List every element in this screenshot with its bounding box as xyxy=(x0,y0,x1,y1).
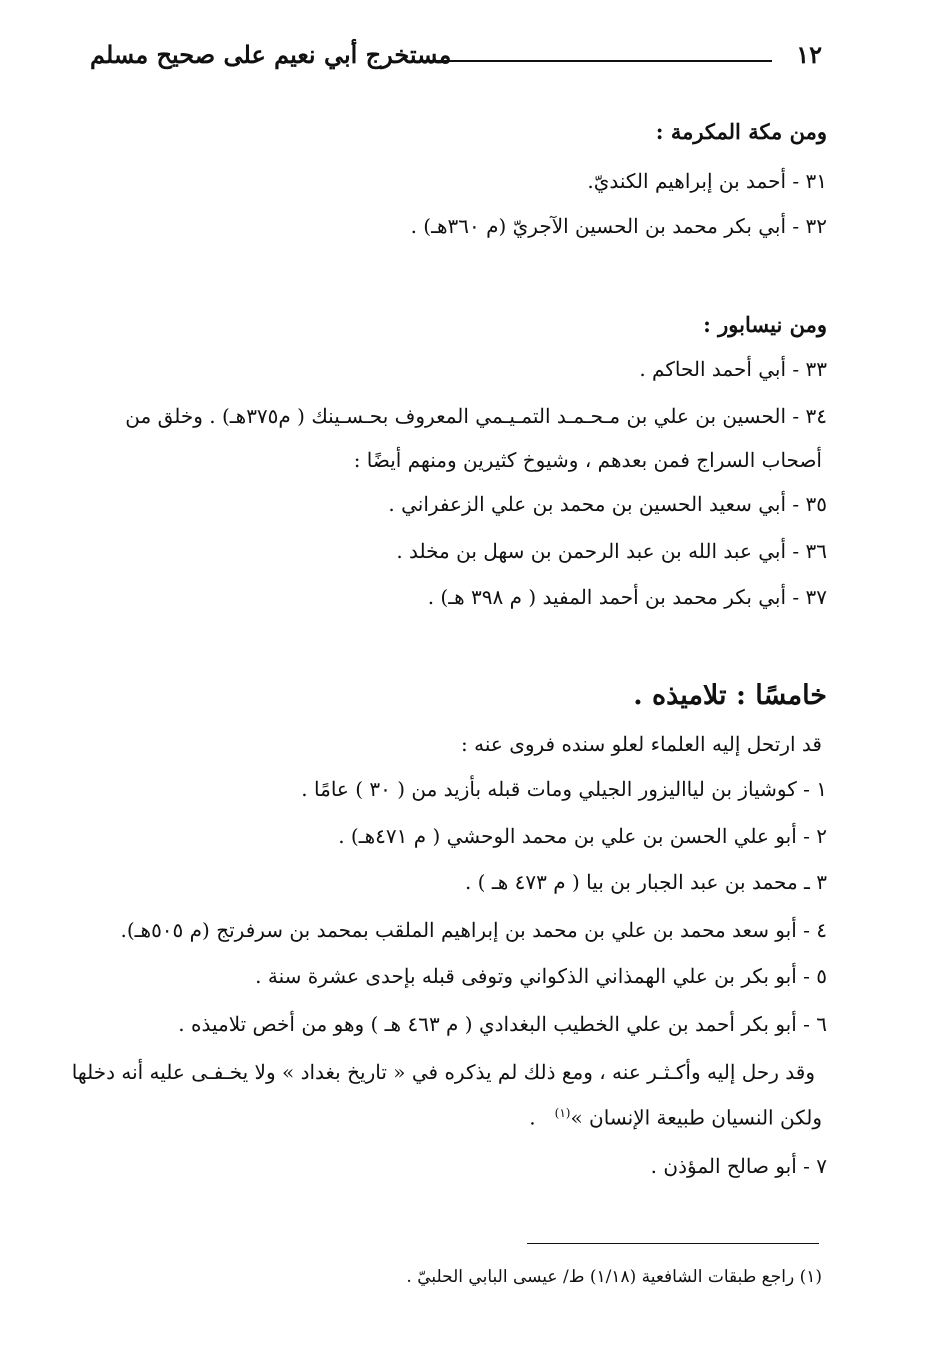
mecca-heading: ومن مكة المكرمة : xyxy=(655,119,827,144)
paragraph-line-1: وقد رحل إليه وأكـثـر عنه ، ومع ذلك لم يذكره في « تاريخ بغداد » ولا يخـفـى عليه أنه دخلها xyxy=(71,1060,815,1084)
student-item-7: ٧ - أبو صالح المؤذن . xyxy=(650,1154,827,1178)
list-item-36: ٣٦ - أبي عبد الله بن عبد الرحمن بن سهل بن مخلد . xyxy=(396,539,827,563)
page-header xyxy=(90,40,822,80)
paragraph-line-2: ولكن النسيان طبيعة الإنسان »$^{(١)}$ . xyxy=(529,1105,822,1130)
list-item-34: ٣٤ - الحسين بن علي بن مـحـمـد التمـيـمي المعروف بحـسـينك ( م٣٧٥هـ) . وخلق من xyxy=(125,404,827,428)
list-item-33: ٣٣ - أبي أحمد الحاكم . xyxy=(639,357,827,381)
footnote-reference: (١) xyxy=(554,1106,571,1120)
student-item-2: ٢ - أبو علي الحسن بن علي بن محمد الوحشي ( م ٤٧١هـ) . xyxy=(338,824,827,848)
page-number: ١٢ xyxy=(796,40,822,69)
footnote-1: (١) راجع طبقات الشافعية (١/١٨) ط/ عيسى البابي الحلبيّ . xyxy=(406,1267,822,1287)
student-item-3: ٣ ـ محمد بن عبد الجبار بن بيا ( م ٤٧٣ هـ ) . xyxy=(464,870,827,894)
list-item-34-continued: أصحاب السراج فمن بعدهم ، وشيوخ كثيرين ومنهم أيضًا : xyxy=(353,448,822,472)
students-heading: خامسًا : تلاميذه . xyxy=(633,680,827,711)
students-intro: قد ارتحل إليه العلماء لعلو سنده فروى عنه : xyxy=(461,732,822,756)
list-item-32: ٣٢ - أبي بكر محمد بن الحسين الآجريّ (م ٣٦٠هـ) . xyxy=(410,214,827,238)
student-item-1: ١ - كوشياز بن ليااليزور الجيلي ومات قبله بأزيد من ( ٣٠ ) عامًا . xyxy=(301,777,827,801)
list-item-35: ٣٥ - أبي سعيد الحسين بن محمد بن علي الزعفراني . xyxy=(388,492,827,516)
nishapur-heading: ومن نيسابور : xyxy=(703,312,827,337)
footnote-separator xyxy=(527,1243,819,1244)
list-item-31: ٣١ - أحمد بن إبراهيم الكنديّ. xyxy=(587,169,827,193)
student-item-4: ٤ - أبو سعد محمد بن علي بن محمد بن إبراهيم الملقب بمحمد بن سرفرتج (م ٥٠٥هـ). xyxy=(120,918,827,942)
paragraph-line-2-text: ولكن النسيان طبيعة الإنسان » xyxy=(570,1105,822,1130)
student-item-6: ٦ - أبو بكر أحمد بن علي الخطيب البغدادي ( م ٤٦٣ هـ ) وهو من أخص تلاميذه . xyxy=(178,1012,827,1036)
list-item-37: ٣٧ - أبي بكر محمد بن أحمد المفيد ( م ٣٩٨ هـ) . xyxy=(427,585,827,609)
header-rule xyxy=(422,60,772,62)
running-title: مستخرج أبي نعيم على صحيح مسلم xyxy=(90,40,452,69)
student-item-5: ٥ - أبو بكر بن علي الهمذاني الذكواني وتوفى قبله بإحدى عشرة سنة . xyxy=(255,964,827,988)
